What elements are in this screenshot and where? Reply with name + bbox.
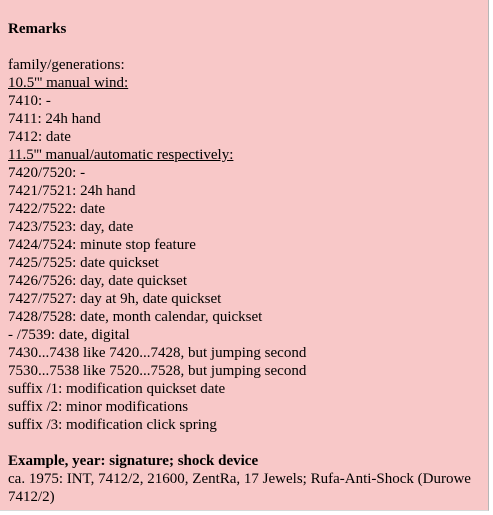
list-item: 7410: -	[8, 93, 51, 109]
example-text: ca. 1975: INT, 7412/2, 21600, ZentRa, 17 Jewels; Rufa-Anti-Shock (Durowe 7412/2)	[8, 471, 471, 505]
list-item: 7425/7525: date quickset	[8, 255, 159, 271]
example-title: Example, year: signature; shock device	[8, 453, 259, 469]
group1-heading: 10.5''' manual wind:	[8, 75, 129, 91]
group2-heading: 11.5''' manual/automatic respectively:	[8, 147, 234, 163]
list-item: 7530...7538 like 7520...7528, but jumping second	[8, 363, 307, 379]
list-item: 7421/7521: 24h hand	[8, 183, 136, 199]
list-item: 7422/7522: date	[8, 201, 106, 217]
spacer	[8, 38, 488, 56]
intro-text: family/generations:	[8, 57, 125, 73]
list-item: 7430...7438 like 7420...7428, but jumping second	[8, 345, 307, 361]
list-item: 7411: 24h hand	[8, 111, 101, 127]
list-item: 7412: date	[8, 129, 71, 145]
list-item: 7427/7527: day at 9h, date quickset	[8, 291, 222, 307]
spacer	[8, 434, 488, 452]
list-item: 7426/7526: day, date quickset	[8, 273, 187, 289]
list-item: - /7539: date, digital	[8, 327, 130, 343]
list-item: 7423/7523: day, date	[8, 219, 134, 235]
list-item: 7420/7520: -	[8, 165, 86, 181]
list-item: suffix /2: minor modifications	[8, 399, 189, 415]
list-item: suffix /1: modification quickset date	[8, 381, 226, 397]
list-item: 7428/7528: date, month calendar, quickset	[8, 309, 263, 325]
remarks-title: Remarks	[8, 21, 67, 37]
list-item: suffix /3: modification click spring	[8, 417, 217, 433]
list-item: 7424/7524: minute stop feature	[8, 237, 196, 253]
